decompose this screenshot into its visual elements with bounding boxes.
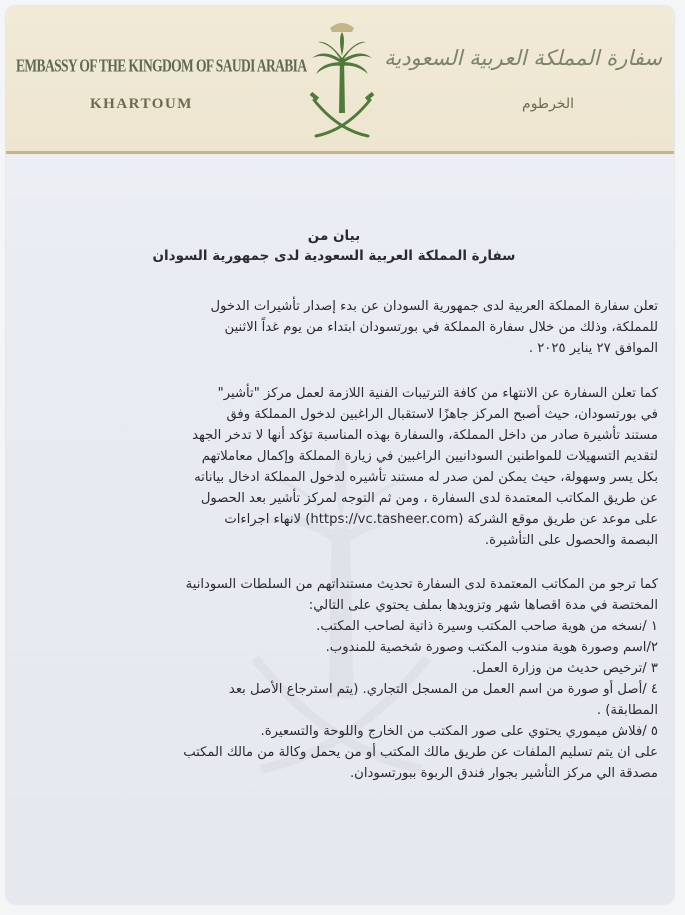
text-line: مستند تأشيرة صادر من داخل المملكة، والسفارة بهذه المناسبة تؤكد أنها لا تدخر الجهد [192,428,658,443]
list-item: ١ /نسخه من هوية صاحب المكتب وسيرة ذاتية لصاحب المكتب. [316,619,658,634]
text-line: المطابقة) . [596,703,658,718]
list-item: ٥ /فلاش ميموري يحتوي على صور المكتب من الخارج واللوحة والتسعيرة. [260,724,658,739]
list-item: ٤ /أصل أو صورة من اسم العمل من المسجل التجاري. (يتم استرجاع الأصل بعد [228,682,658,697]
city-english: KHARTOUM [90,96,193,112]
text-line: على ان يتم تسليم الملفات عن طريق مالك المكتب أو من يحمل وكالة من مالك المكتب [183,745,658,760]
text-line: لتقديم التسهيلات للمواطنين السودانيين الراغبين في زيارة المملكة وإكمال معاملاتهم [201,449,658,464]
embassy-title-english: EMBASSY OF THE KINGDOM OF SAUDI ARABIA [16,55,307,76]
text-line: كما ترجو من المكاتب المعتمدة لدى السفارة تحديث مستنداتهم من السلطات السودانية [185,577,658,592]
paragraph-visa-announcement [18,296,658,359]
city-arabic: الخرطوم [522,96,574,112]
paragraph-tasheer-center [18,383,658,551]
text-line: بكل يسر وسهولة، حيث يمكن لمن صدر له مستند تأشيره لدخول المملكة ادخال بياناته [194,470,658,485]
text-line: تعلن سفارة المملكة العربية لدى جمهورية السودان عن بدء إصدار تأشيرات الدخول [210,299,658,314]
text-line: عن طريق المكاتب المعتمدة لدى السفارة ، ومن ثم التوجه لمركز تأشير بعد الحصول [200,491,658,506]
text-line: المختصة في مدة اقصاها شهر وتزويدها بملف يحتوي على التالي: [308,598,658,613]
text-line: في بورتسودان، حيث أصبح المركز جاهزًا لاستقبال الراغبين لدخول المملكة وفق [226,407,658,422]
statement-subheading: سفارة المملكة العربية السعودية لدى جمهورية السودان [152,248,516,264]
statement-heading: بيان من [307,228,361,244]
letter-page [6,6,674,904]
letterhead-divider [6,151,674,154]
letterhead [6,6,674,151]
embassy-title-arabic: سفارة المملكة العربية السعودية [384,46,662,70]
text-line: كما تعلن السفارة عن الانتهاء من كافة الترتيبات الفنية اللازمة لعمل مركز "تأشير" [217,386,658,401]
text-line: البصمة والحصول على التأشيرة. [484,533,658,548]
list-item: ٣ /ترخيص حديث من وزارة العمل. [471,661,658,676]
list-item: ٢/اسم وصورة هوية مندوب المكتب وصورة شخصية للمندوب. [325,640,658,655]
saudi-emblem-icon [302,18,382,148]
text-line: للمملكة، وذلك من خلال سفارة المملكة في بورتسودان ابتداء من يوم غداً الاثنين [224,320,658,335]
paragraph-office-requirements [18,574,658,784]
text-line: مصدقة الي مركز التأشير بجوار فندق الربوة ببورتسودان. [349,766,658,781]
text-line: على موعد عن طريق موقع الشركة (https://vc.tasheer.com) لانهاء اجراءات [224,512,658,527]
text-line: الموافق ٢٧ يناير ٢٠٢٥ . [528,341,658,356]
